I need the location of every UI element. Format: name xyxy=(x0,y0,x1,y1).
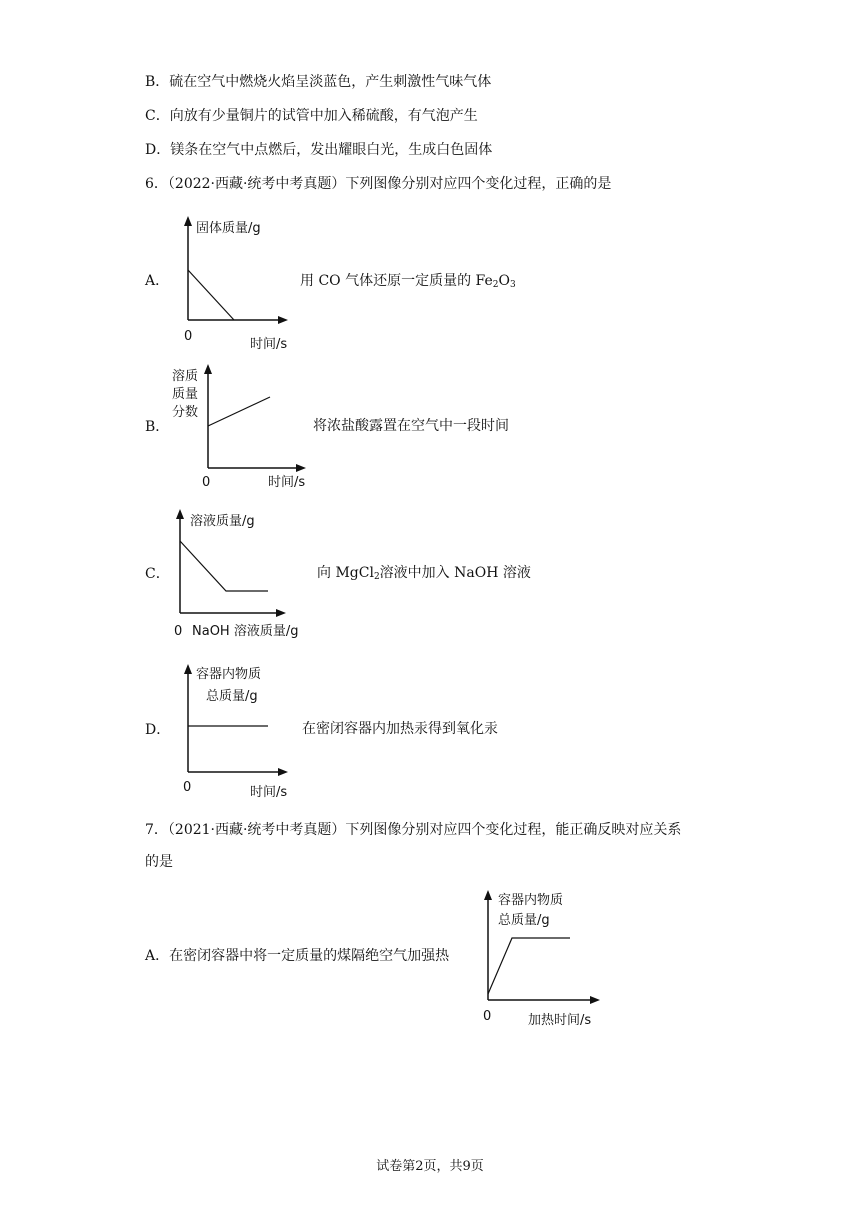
q6-d-ylabel-2: 总质量/g xyxy=(206,689,258,704)
q7-a-xlabel: 加热时间/s xyxy=(528,1013,592,1028)
q6-d-origin: 0 xyxy=(183,780,192,795)
q6-a-sub-2: 2 xyxy=(492,280,499,290)
q6-a-ylabel: 固体质量/g xyxy=(196,221,261,236)
q7-a-origin: 0 xyxy=(483,1009,492,1024)
q6-graph-b xyxy=(168,362,318,492)
q6-c-ylabel: 溶液质量/g xyxy=(190,514,255,529)
q6-b-xlabel: 时间/s xyxy=(268,475,306,490)
q6-option-c-desc xyxy=(317,563,531,583)
q7-stem-line2: 的是 xyxy=(145,854,173,870)
q6-c-sub-2: 2 xyxy=(373,572,380,582)
q6-option-a-letter: A． xyxy=(145,273,170,289)
q6-option-d-letter: D． xyxy=(145,722,171,738)
q6-option-c-letter: C． xyxy=(145,566,170,582)
q6-option-b-letter: B． xyxy=(145,419,170,435)
q6-graph-d xyxy=(170,658,320,803)
q6-b-ylabel-2: 质量 xyxy=(172,387,199,402)
q6-a-desc-o: O xyxy=(498,273,510,289)
q6-b-ylabel-3: 分数 xyxy=(172,405,199,420)
q5-option-d: D．镁条在空气中点燃后，发出耀眼白光，生成白色固体 xyxy=(145,142,493,158)
q7-a-ylabel-1: 容器内物质 xyxy=(498,893,564,908)
q6-option-d-desc: 在密闭容器内加热汞得到氧化汞 xyxy=(302,721,498,737)
q6-c-xlabel: NaOH 溶液质量/g xyxy=(192,624,299,639)
page-footer: 试卷第2页，共9页 xyxy=(376,1159,484,1174)
q7-option-a: A．在密闭容器中将一定质量的煤隔绝空气加强热 xyxy=(145,948,450,964)
q5-option-b: B．硫在空气中燃烧火焰呈淡蓝色，产生刺激性气味气体 xyxy=(145,74,492,90)
q6-graph-c xyxy=(168,505,328,645)
q7-a-ylabel-2: 总质量/g xyxy=(498,913,550,928)
q7-stem-line1: 7．（2021·西藏·统考中考真题）下列图像分别对应四个变化过程，能正确反映对应关系 xyxy=(145,822,682,838)
q5-option-c: C．向放有少量铜片的试管中加入稀硫酸，有气泡产生 xyxy=(145,108,478,124)
q6-d-ylabel-1: 容器内物质 xyxy=(196,667,262,682)
q6-stem: 6．（2022·西藏·统考中考真题）下列图像分别对应四个变化过程，正确的是 xyxy=(145,176,612,192)
q6-c-origin: 0 xyxy=(174,624,183,639)
q6-a-desc-text: 用 CO 气体还原一定质量的 Fe xyxy=(300,273,493,289)
q6-a-origin: 0 xyxy=(184,329,193,344)
q6-option-a-desc xyxy=(300,271,516,291)
q7-graph-a xyxy=(470,884,620,1034)
q6-a-xlabel: 时间/s xyxy=(250,337,288,352)
q6-c-desc-rest: 溶液中加入 NaOH 溶液 xyxy=(379,565,531,581)
q6-a-sub-3: 3 xyxy=(510,280,516,290)
q6-graph-a xyxy=(170,212,310,352)
q6-b-ylabel-1: 溶质 xyxy=(172,369,199,384)
q6-c-desc-text: 向 MgCl xyxy=(317,565,374,581)
q6-option-b-desc: 将浓盐酸露置在空气中一段时间 xyxy=(313,418,509,434)
q6-d-xlabel: 时间/s xyxy=(250,785,288,800)
q6-b-origin: 0 xyxy=(202,475,211,490)
